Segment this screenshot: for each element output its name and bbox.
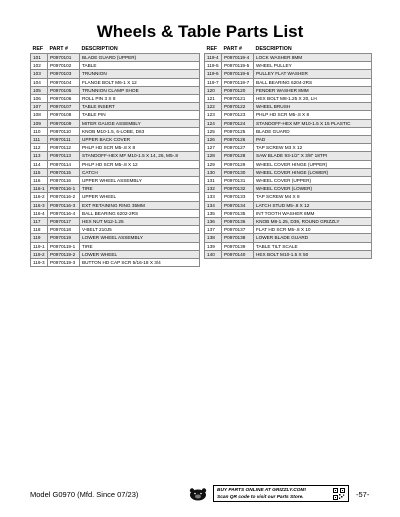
part-number-cell: P0970125 [222,127,254,135]
col-header-description: DESCRIPTION [80,46,200,54]
ref-cell: 102 [31,62,48,70]
page-number: -57- [356,490,370,499]
table-row [31,218,200,226]
table-row [31,86,200,94]
table-row [205,119,372,127]
ref-cell: 119 [31,234,48,242]
part-number-cell: P0970119-5 [222,62,254,70]
table-row [31,119,200,127]
ref-cell: 114 [31,160,48,168]
table-row [31,144,200,152]
part-number-cell: P0970116-4 [48,209,80,217]
ref-cell: 125 [205,127,222,135]
part-number-cell: P0970127 [222,144,254,152]
description-cell: WHEEL COVER (LOWER) [254,185,372,193]
description-cell: WHEEL COVER HINGE (LOWER) [254,168,372,176]
ref-cell: 130 [205,168,222,176]
part-number-cell: P0970139 [222,242,254,250]
table-row [205,144,372,152]
ref-cell: 122 [205,103,222,111]
page-footer [0,482,400,506]
part-number-cell: P0970114 [48,160,80,168]
col-header-description: DESCRIPTION [254,46,372,54]
part-number-cell: P0970102 [48,62,80,70]
ref-cell: 128 [205,152,222,160]
description-cell: BALL BEARING 6202-2RS [80,209,200,217]
ref-cell: 107 [31,103,48,111]
part-number-cell: P0970119-7 [222,78,254,86]
ref-cell: 105 [31,86,48,94]
ref-cell: 121 [205,95,222,103]
table-row [205,111,372,119]
table-row [205,95,372,103]
table-row [205,209,372,217]
table-row [205,127,372,135]
description-cell: STANDOFF-HEX MF M10-1.5 X 15 PLASTIC [254,119,372,127]
part-number-cell: P0970119 [48,234,80,242]
part-number-cell: P0970118 [48,226,80,234]
table-row [31,185,200,193]
table-row [31,54,200,62]
ref-cell: 111 [31,136,48,144]
ref-cell: 103 [31,70,48,78]
description-cell: UPPER BACK COVER [80,136,200,144]
parts-promo-box[interactable] [213,485,349,502]
ref-cell: 116-3 [31,201,48,209]
part-number-cell: P0970119-4 [222,54,254,62]
table-row [31,160,200,168]
description-cell: TAP SCREW M4 X 8 [254,193,372,201]
ref-cell: 116-1 [31,185,48,193]
ref-cell: 108 [31,111,48,119]
part-number-cell: P0970130 [222,168,254,176]
ref-cell: 118 [31,226,48,234]
part-number-cell: P0970116-2 [48,193,80,201]
part-number-cell: P0970105 [48,86,80,94]
table-row [31,127,200,135]
description-cell: PHLP HD SCR M5-.8 X 8 [80,144,200,152]
table-row [31,78,200,86]
ref-cell: 131 [205,177,222,185]
table-row [205,242,372,250]
ref-cell: 119-3 [31,259,48,267]
ref-cell: 129 [205,160,222,168]
description-cell: FENDER WASHER 8MM [254,86,372,94]
description-cell: LOWER WHEEL ASSEMBLY [80,234,200,242]
promo-line-1: BUY PARTS ONLINE AT GRIZZLY.COM! [217,488,307,493]
ref-cell: 106 [31,95,48,103]
table-row [31,168,200,176]
description-cell: WHEEL BRUSH [254,103,372,111]
table-row [31,95,200,103]
part-number-cell: P0970129 [222,160,254,168]
ref-cell: 116-4 [31,209,48,217]
ref-cell: 137 [205,226,222,234]
ref-cell: 116-2 [31,193,48,201]
part-number-cell: P0970107 [48,103,80,111]
description-cell: UPPER WHEEL ASSEMBLY [80,177,200,185]
description-cell: BALL BEARING 6204-2RS [254,78,372,86]
table-row [31,111,200,119]
description-cell: LATCH STUD M5-.8 X 12 [254,201,372,209]
table-row [205,193,372,201]
description-cell: WHEEL COVER (UPPER) [254,177,372,185]
ref-cell: 101 [31,54,48,62]
description-cell: FLAT HD SCR M5-.8 X 10 [254,226,372,234]
ref-cell: 113 [31,152,48,160]
table-row [31,242,200,250]
part-number-cell: P0970134 [222,201,254,209]
description-cell: TIRE [80,185,200,193]
description-cell: FLANGE BOLT M6-1 X 12 [80,78,200,86]
bear-icon [188,487,208,501]
description-cell: BLADE GUARD (UPPER) [80,54,200,62]
table-row [205,160,372,168]
part-number-cell: P0970137 [222,226,254,234]
ref-cell: 104 [31,78,48,86]
table-row [31,136,200,144]
part-number-cell: P0970115 [48,168,80,176]
ref-cell: 133 [205,193,222,201]
part-number-cell: P0970121 [222,95,254,103]
description-cell: TAP SCREW M3 X 12 [254,144,372,152]
ref-cell: 112 [31,144,48,152]
table-row [31,62,200,70]
col-header-ref: REF [31,46,48,54]
part-number-cell: P0970136 [222,218,254,226]
ref-cell: 110 [31,127,48,135]
description-cell: KNOB M8-1.25, D39, ROUND GRIZZLY [254,218,372,226]
description-cell: KNOB M10-1.5, 6-LOBE, D63 [80,127,200,135]
col-header-ref: REF [205,46,222,54]
table-row [31,152,200,160]
table-row [205,152,372,160]
parts-table [204,46,372,259]
part-number-cell: P0970120 [222,86,254,94]
ref-cell: 115 [31,168,48,176]
parts-table [30,46,200,267]
description-cell: HEX NUT M12-1.25 [80,218,200,226]
ref-cell: 119-7 [205,78,222,86]
description-cell: WHEEL PULLEY [254,62,372,70]
table-row [205,201,372,209]
description-cell: BUTTON HD CAP SCR 5/16-18 X 3/4 [80,259,200,267]
description-cell: MITER GAUGE ASSEMBLY [80,119,200,127]
table-row [205,250,372,258]
table-row [205,54,372,62]
table-row [31,259,200,267]
ref-cell: 119-5 [205,62,222,70]
table-row [31,234,200,242]
part-number-cell: P0970116-3 [48,201,80,209]
part-number-cell: P0970111 [48,136,80,144]
part-number-cell: P0970106 [48,95,80,103]
description-cell: UPPER WHEEL [80,193,200,201]
ref-cell: 116 [31,177,48,185]
ref-cell: 138 [205,234,222,242]
description-cell: HEX BOLT M8-1.25 X 20, LH [254,95,372,103]
parts-table-left [30,46,200,267]
part-number-cell: P0970122 [222,103,254,111]
parts-table-right [204,46,372,259]
part-number-cell: P0970116-1 [48,185,80,193]
part-number-cell: P0970108 [48,111,80,119]
part-number-cell: P0970132 [222,185,254,193]
description-cell: PHLP HD SCR M5-.8 X 8 [254,111,372,119]
part-number-cell: P0970103 [48,70,80,78]
table-row [31,103,200,111]
ref-cell: 120 [205,86,222,94]
ref-cell: 139 [205,242,222,250]
promo-line-2: Scan QR code to visit our Parts Store. [217,495,304,500]
table-row [205,70,372,78]
ref-cell: 123 [205,111,222,119]
part-number-cell: P0970138 [222,234,254,242]
table-row [205,177,372,185]
table-row [205,234,372,242]
description-cell: ROLL PIN 3 X 8 [80,95,200,103]
description-cell: TABLE TILT SCALE [254,242,372,250]
ref-cell: 127 [205,144,222,152]
table-row [205,136,372,144]
table-row [31,209,200,217]
ref-cell: 126 [205,136,222,144]
description-cell: PULLEY FLAT WASHER [254,70,372,78]
ref-cell: 136 [205,218,222,226]
description-cell: HEX BOLT M10-1.5 X 50 [254,250,372,258]
part-number-cell: P0970109 [48,119,80,127]
ref-cell: 119-2 [31,250,48,258]
description-cell: V-BELT 210J5 [80,226,200,234]
part-number-cell: P0970112 [48,144,80,152]
ref-cell: 109 [31,119,48,127]
description-cell: LOWER BLADE GUARD [254,234,372,242]
part-number-cell: P0970110 [48,127,80,135]
description-cell: TABLE PIN [80,111,200,119]
col-header-part: PART # [48,46,80,54]
description-cell: INT TOOTH WASHER 8MM [254,209,372,217]
ref-cell: 140 [205,250,222,258]
description-cell: STANDOFF-HEX MF M10-1.5 X 14, 26, M5-.8 [80,152,200,160]
table-header-row [205,46,372,54]
description-cell: CATCH [80,168,200,176]
description-cell: BLADE GUARD [254,127,372,135]
description-cell: EXT RETAINING RING 35MM [80,201,200,209]
model-label: Model G0970 (Mfd. Since 07/23) [30,490,139,499]
description-cell: LOCK WASHER 8MM [254,54,372,62]
table-row [31,250,200,258]
table-row [205,62,372,70]
part-number-cell: P0970128 [222,152,254,160]
part-number-cell: P0970119-1 [48,242,80,250]
part-number-cell: P0970116 [48,177,80,185]
ref-cell: 119-6 [205,70,222,78]
table-row [31,193,200,201]
description-cell: PHLP HD SCR M5-.8 X 12 [80,160,200,168]
col-header-part: PART # [222,46,254,54]
table-row [205,226,372,234]
part-number-cell: P0970113 [48,152,80,160]
table-row [31,226,200,234]
part-number-cell: P0970104 [48,78,80,86]
table-row [31,177,200,185]
description-cell: LOWER WHEEL [80,250,200,258]
part-number-cell: P0970101 [48,54,80,62]
qr-code-icon[interactable] [333,488,345,500]
page-title: Wheels & Table Parts List [96,22,304,41]
part-number-cell: P0970119-2 [48,250,80,258]
part-number-cell: P0970140 [222,250,254,258]
description-cell: SAW BLADE 93-1/2" X 3/8" 18TPI [254,152,372,160]
ref-cell: 119-1 [31,242,48,250]
description-cell: TABLE INSERT [80,103,200,111]
ref-cell: 132 [205,185,222,193]
part-number-cell: P0970119-6 [222,70,254,78]
table-row [31,70,200,78]
part-number-cell: P0970135 [222,209,254,217]
table-row [205,103,372,111]
table-row [205,78,372,86]
part-number-cell: P0970119-3 [48,259,80,267]
ref-cell: 124 [205,119,222,127]
part-number-cell: P0970124 [222,119,254,127]
description-cell: PAD [254,136,372,144]
ref-cell: 134 [205,201,222,209]
part-number-cell: P0970117 [48,218,80,226]
description-cell: TIRE [80,242,200,250]
table-row [205,168,372,176]
part-number-cell: P0970126 [222,136,254,144]
part-number-cell: P0970131 [222,177,254,185]
description-cell: WHEEL COVER HINGE (UPPER) [254,160,372,168]
part-number-cell: P0970133 [222,193,254,201]
table-row [31,201,200,209]
description-cell: TRUNNION [80,70,200,78]
table-header-row [31,46,200,54]
table-row [205,86,372,94]
ref-cell: 117 [31,218,48,226]
ref-cell: 135 [205,209,222,217]
table-row [205,185,372,193]
part-number-cell: P0970123 [222,111,254,119]
ref-cell: 119-4 [205,54,222,62]
description-cell: TRUNNION CLAMP SHOE [80,86,200,94]
table-row [205,218,372,226]
description-cell: TABLE [80,62,200,70]
